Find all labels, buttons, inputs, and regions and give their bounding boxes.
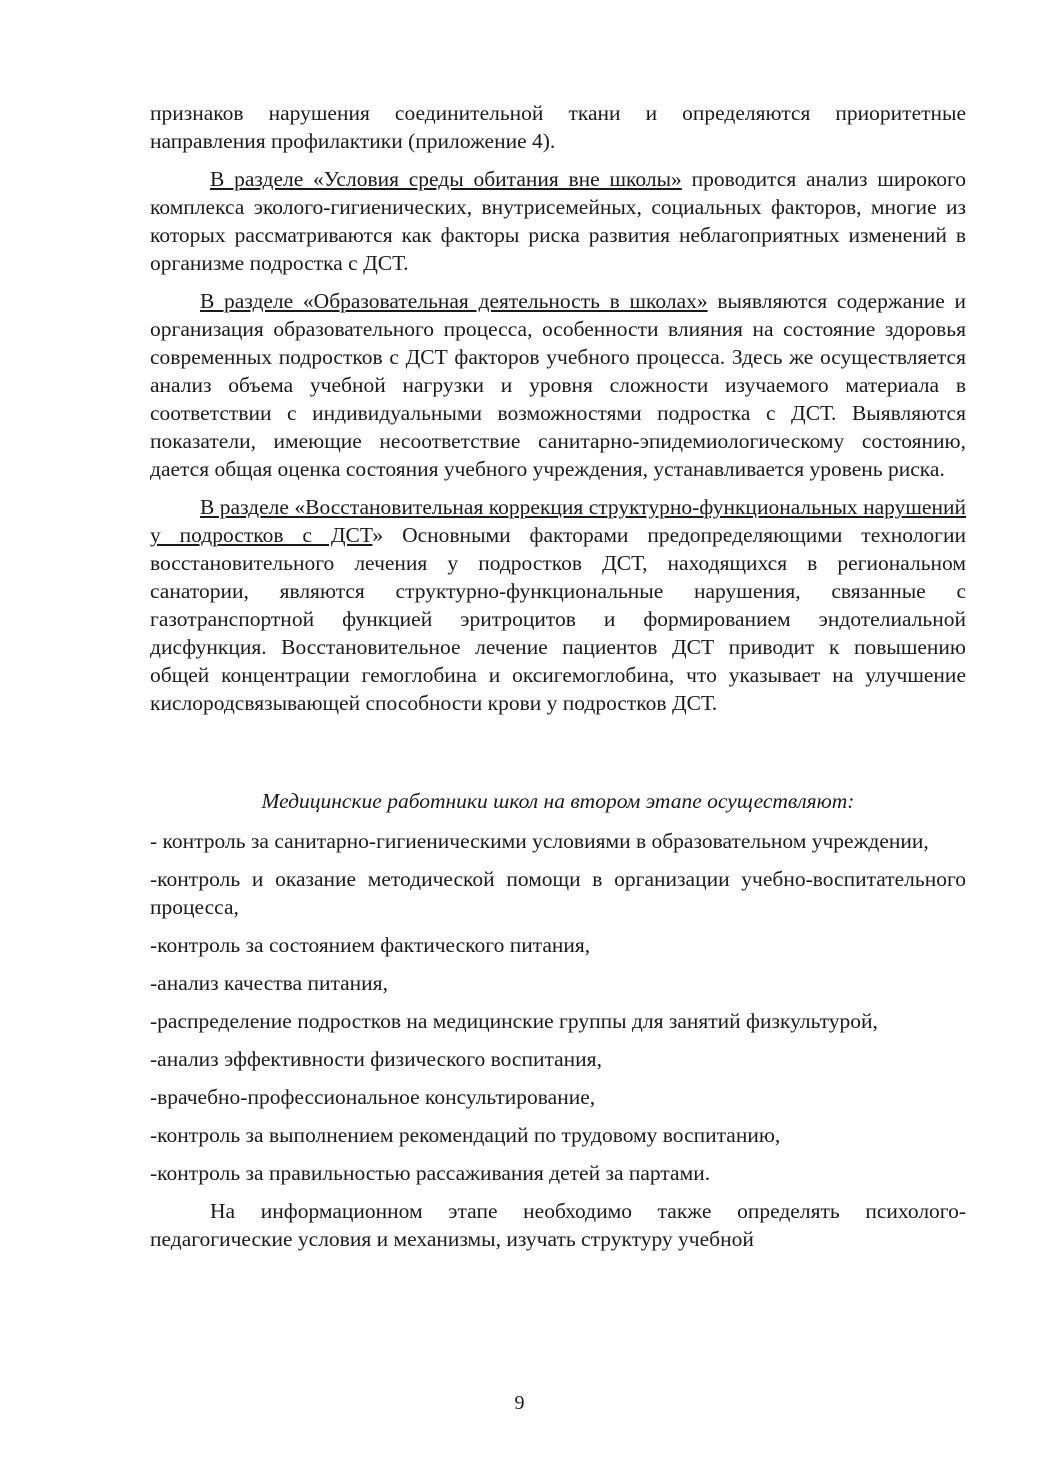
section-heading: Медицинские работники школ на втором этапе осуществляют: bbox=[261, 789, 855, 813]
list-item: -врачебно-профессиональное консультирование, bbox=[150, 1085, 596, 1109]
paragraph-environment bbox=[150, 165, 966, 277]
section-title-recovery: В разделе «Восстановительная коррекция структурно-функциональных нарушений у подростков с ДСТ bbox=[150, 495, 966, 547]
list-item: -контроль и оказание методической помощи в организации учебно-воспитательного процесса, bbox=[150, 867, 966, 919]
paragraph-education-text: выявляются содержание и организация образовательного процесса, особенности влияния на состояние здоровья современных подростков с ДСТ факторов учебного процесса. Здесь же осуществляется анализ объема учебной нагрузки и уровня сложности изучаемого материала в соответствии с индивидуальными возможностями подростка с ДСТ. Выявляются показатели, имеющие несоответствие санитарно-эпидемиологическому состоянию, дается общая оценка состояния учебного учреждения, устанавливается уровень риска. bbox=[150, 289, 966, 481]
list-item: -анализ качества питания, bbox=[150, 971, 388, 995]
document-page bbox=[150, 99, 966, 1253]
page-number: 9 bbox=[514, 1392, 525, 1414]
list-item: -распределение подростков на медицинские группы для занятий физкультурой, bbox=[150, 1009, 878, 1033]
list-item: -контроль за выполнением рекомендаций по трудовому воспитанию, bbox=[150, 1123, 781, 1147]
paragraph-environment-text: проводится анализ широкого комплекса эколого-гигиенических, внутрисемейных, социальных факторов, многие из которых рассматриваются как факторы риска развития неблагоприятных изменений в организме подростка с ДСТ. bbox=[150, 167, 966, 275]
paragraph-final: На информационном этапе необходимо также определять психолого-педагогические условия и механизмы, изучать структуру учебной bbox=[150, 1199, 966, 1251]
list-item: -анализ эффективности физического воспитания, bbox=[150, 1047, 602, 1071]
paragraph-recovery bbox=[150, 493, 966, 717]
paragraph-education bbox=[150, 287, 966, 483]
list-item: - контроль за санитарно-гигиеническими условиями в образовательном учреждении, bbox=[150, 829, 929, 853]
list-item: -контроль за правильностью рассаживания детей за партами. bbox=[150, 1161, 711, 1185]
list-item: -контроль за состоянием фактического питания, bbox=[150, 933, 591, 957]
section-title-education: В разделе «Образовательная деятельность в школах» bbox=[200, 289, 708, 313]
paragraph-recovery-text: » Основными факторами предопределяющими технологии восстановительного лечения у подростков ДСТ, находящихся в региональном санатории, являются структурно-функциональные нарушения, связанные с газотранспортной функцией эритроцитов и формированием эндотелиальной дисфункция. Восстановительное лечение пациентов ДСТ приводит к повышению общей концентрации гемоглобина и оксигемоглобина, что указывает на улучшение кислородсвязывающей способности крови у подростков ДСТ. bbox=[150, 523, 966, 715]
duties-list bbox=[150, 827, 966, 1187]
paragraph-intro: признаков нарушения соединительной ткани и определяются приоритетные направления профилактики (приложение 4). bbox=[150, 101, 966, 153]
section-title-environment: В разделе «Условия среды обитания вне школы» bbox=[210, 167, 682, 191]
